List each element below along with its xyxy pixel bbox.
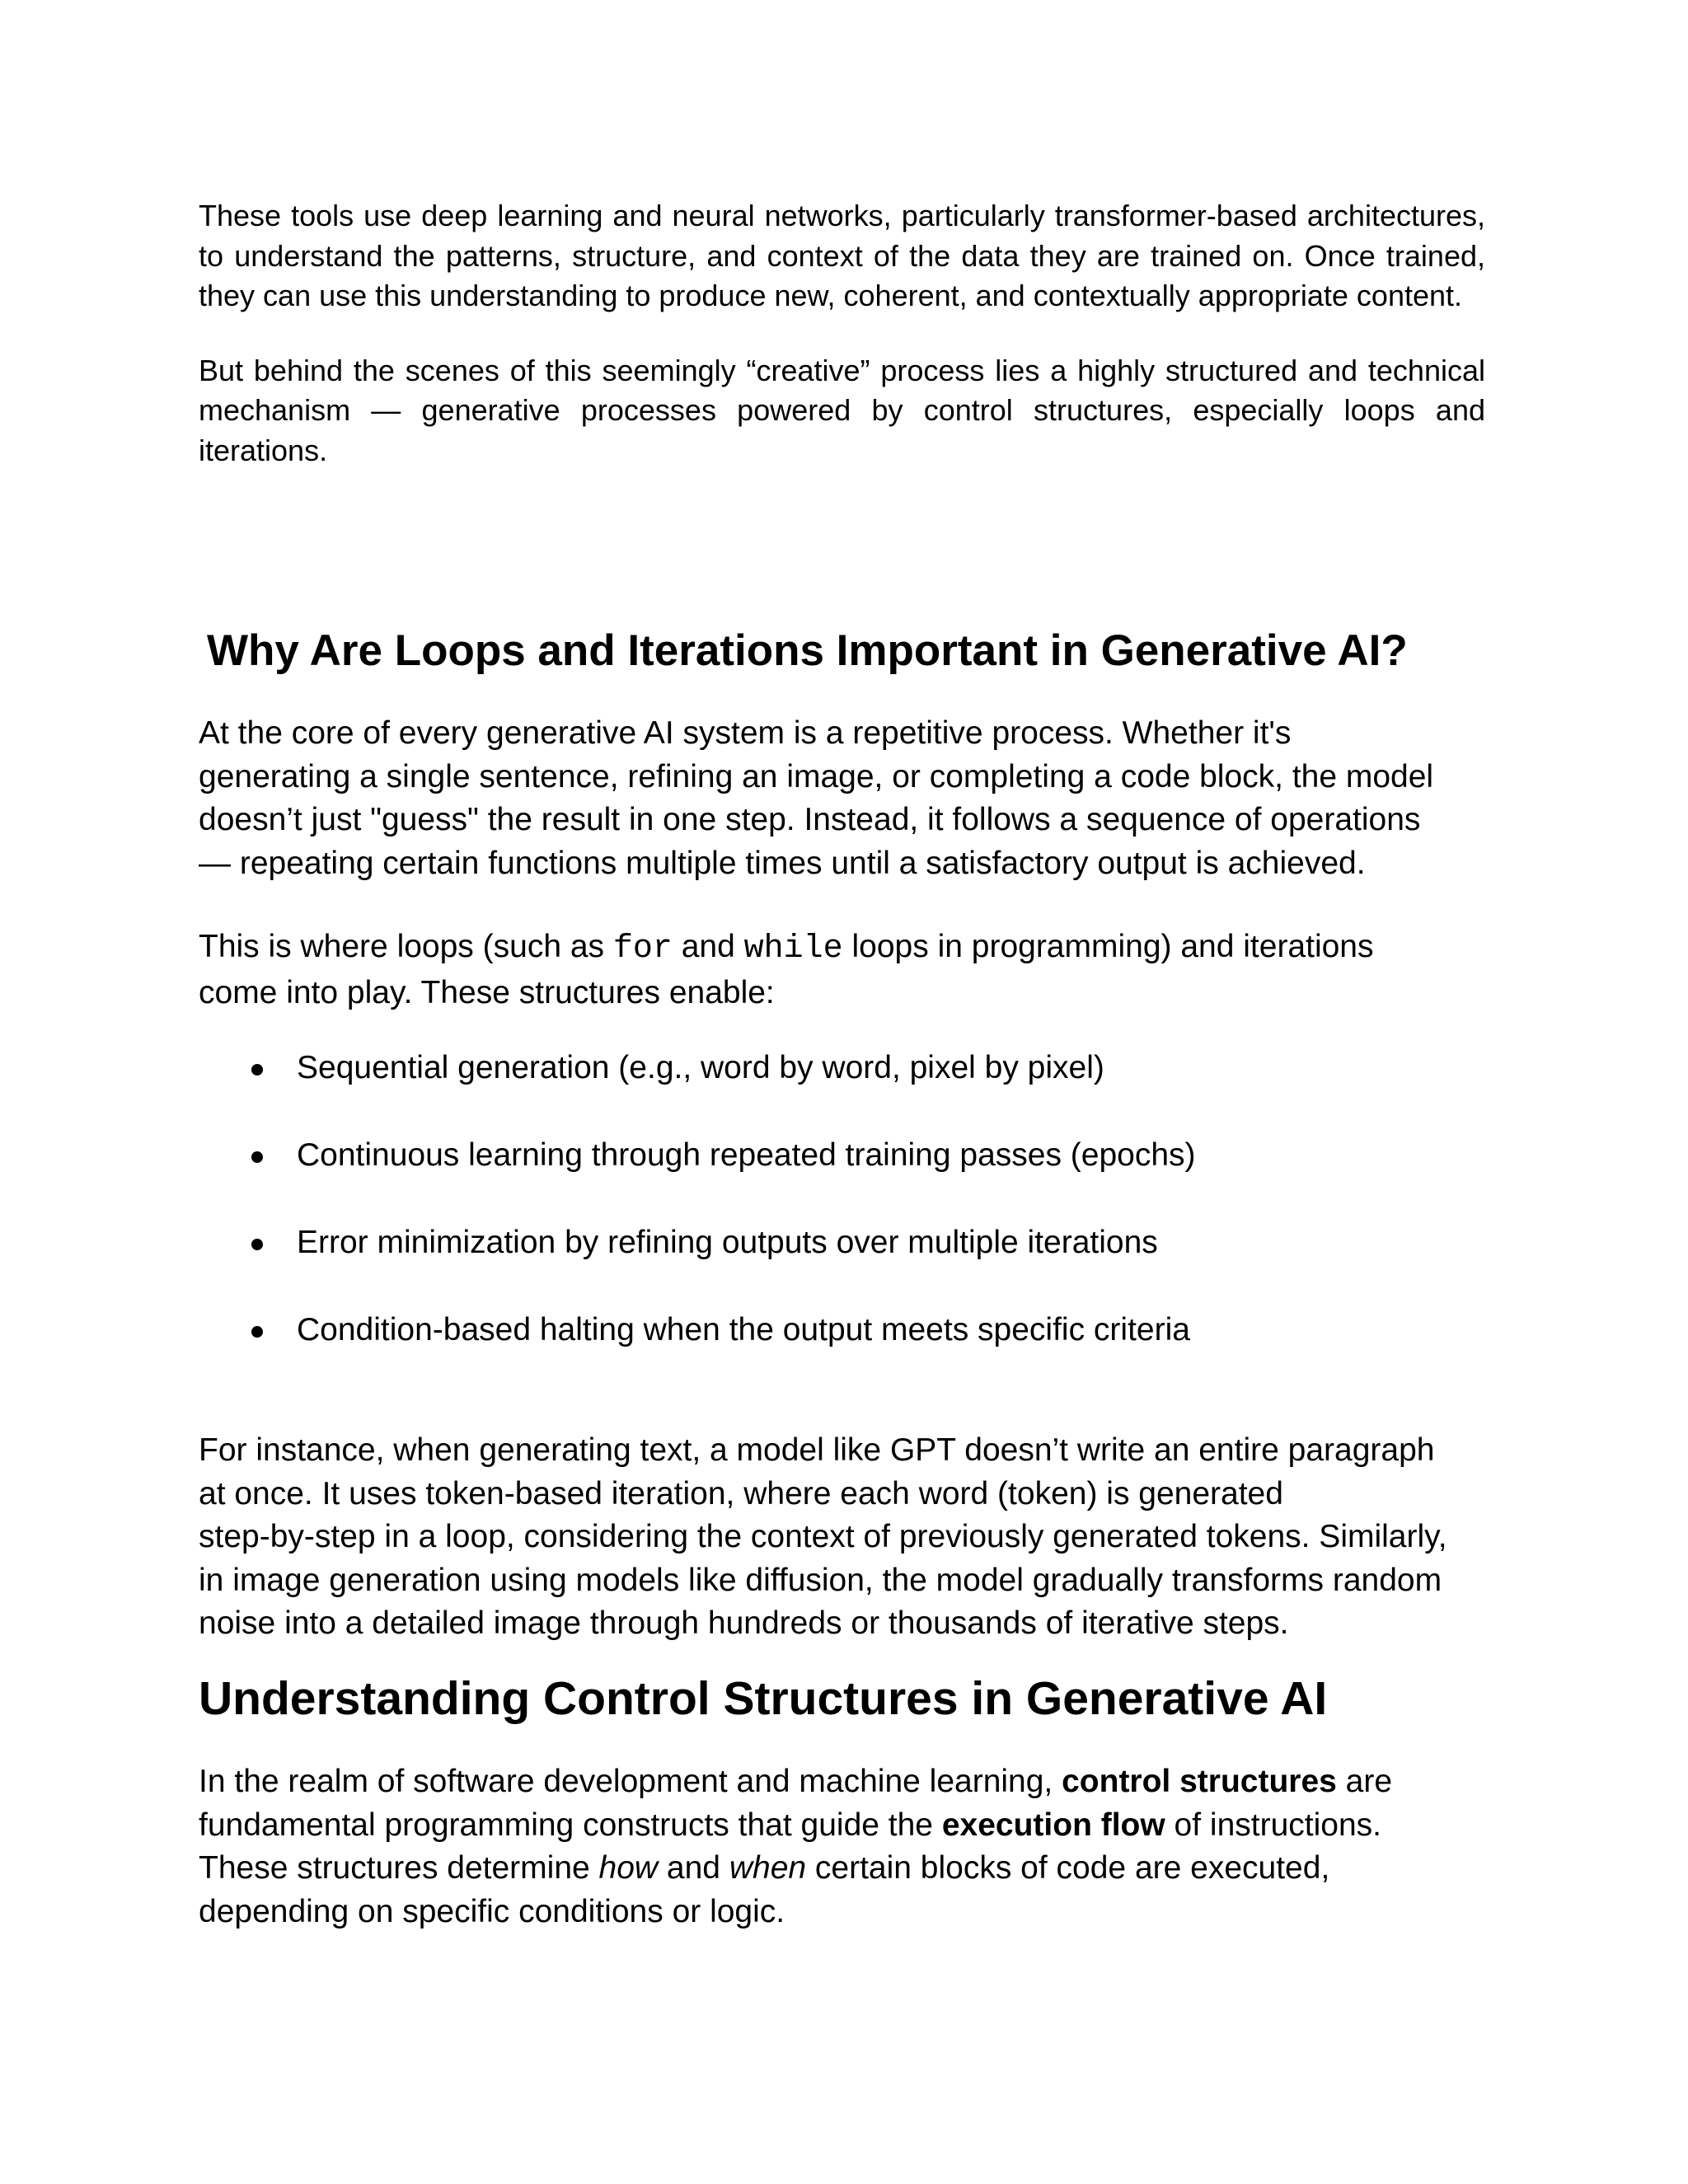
bold-text: control structures — [1062, 1764, 1337, 1799]
text-line: step-by-step in a loop, considering the context of previously generated tokens. Similarly, — [199, 1519, 1447, 1554]
italic-text: how — [598, 1850, 659, 1886]
heading-why-loops: Why Are Loops and Iterations Important in Generative AI? — [207, 626, 1408, 675]
text-run: In the realm of software development and machine learning, — [199, 1764, 1062, 1799]
bullet-dot-icon — [251, 1239, 263, 1250]
text-line: For instance, when generating text, a model like GPT doesn’t write an entire paragraph — [199, 1432, 1435, 1468]
text-line — [199, 926, 1374, 972]
document-page — [199, 181, 1485, 1929]
italic-text: when — [729, 1850, 807, 1886]
text-line: generating a single sentence, refining an image, or completing a code block, the model — [199, 758, 1434, 794]
bullet-list — [199, 1047, 1196, 1396]
text-run: certain blocks of code are executed, — [806, 1850, 1330, 1886]
text-run: This is where loops (such as — [199, 929, 613, 964]
bold-text: execution flow — [941, 1807, 1165, 1843]
list-item — [199, 1134, 1196, 1221]
text-line — [199, 1760, 1392, 1804]
heading-control-structures: Understanding Control Structures in Generative AI — [199, 1672, 1328, 1725]
text-run: and — [672, 929, 744, 964]
text-line: at once. It uses token-based iteration, where each word (token) is generated — [199, 1475, 1283, 1511]
text-line — [199, 1847, 1392, 1891]
code-for: for — [612, 930, 673, 968]
bullet-dot-icon — [251, 1064, 263, 1076]
list-item — [199, 1221, 1196, 1309]
text-run: of instructions. — [1165, 1807, 1381, 1843]
text-line: depending on specific conditions or logic. — [199, 1893, 785, 1929]
intro-paragraph-1: These tools use deep learning and neural networks, particularly transformer-based architectures, to understand the patterns, structure, and context of the data they are trained on. Once trained, they can use this understanding to produce new, coherent, and contextually appropriate content. — [199, 199, 1485, 312]
text-run: fundamental programming constructs that guide the — [199, 1807, 942, 1843]
list-item — [199, 1047, 1196, 1134]
text-line: — repeating certain functions multiple times until a satisfactory output is achieved. — [199, 845, 1366, 881]
code-while: while — [743, 930, 843, 968]
list-item-text: Sequential generation (e.g., word by word, pixel by pixel) — [297, 1050, 1104, 1085]
text-run: and — [658, 1850, 729, 1886]
text-line: doesn’t just "guess" the result in one step. Instead, it follows a sequence of operations — [199, 802, 1421, 837]
list-item-text: Continuous learning through repeated training passes (epochs) — [297, 1137, 1196, 1173]
intro-paragraph-2: But behind the scenes of this seemingly “creative” process lies a highly structured and technical mechanism — generative processes powered by control structures, especially loops and iterations. — [199, 353, 1485, 467]
text-run: loops in programming) and iterations — [842, 929, 1374, 964]
text-line — [199, 1804, 1392, 1848]
why-paragraph-3 — [199, 1429, 1447, 1646]
control-paragraph — [199, 1760, 1392, 1933]
list-item-text: Condition-based halting when the output meets specific criteria — [297, 1312, 1190, 1347]
text-line: in image generation using models like diffusion, the model gradually transforms random — [199, 1562, 1442, 1598]
text-run: These structures determine — [199, 1850, 599, 1886]
text-line: noise into a detailed image through hundreds or thousands of iterative steps. — [199, 1605, 1289, 1641]
text-run: are — [1336, 1764, 1393, 1799]
bullet-dot-icon — [251, 1326, 263, 1338]
why-paragraph-1 — [199, 712, 1433, 885]
list-item-text: Error minimization by refining outputs over multiple iterations — [297, 1225, 1158, 1260]
bullet-dot-icon — [251, 1151, 263, 1163]
list-item — [199, 1309, 1196, 1396]
text-line: At the core of every generative AI system is a repetitive process. Whether it's — [199, 715, 1292, 751]
why-paragraph-2 — [199, 926, 1374, 1015]
text-line: come into play. These structures enable: — [199, 974, 775, 1010]
